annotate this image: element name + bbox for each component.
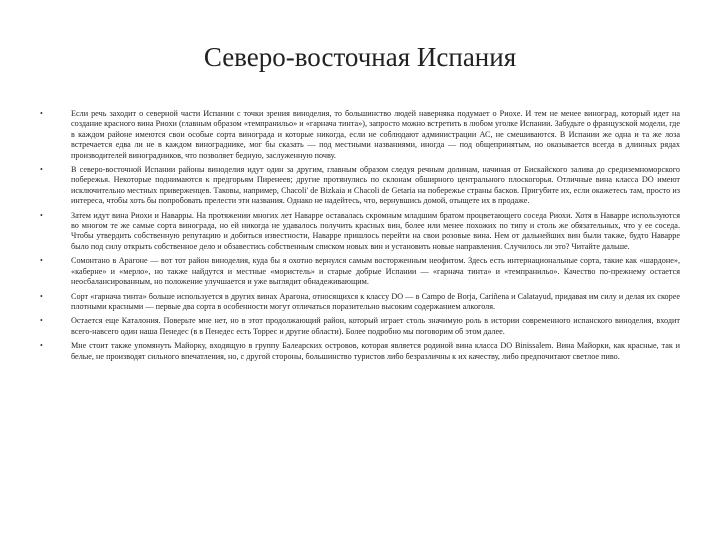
bullet-item (40, 316, 680, 337)
bullet-dot-icon: • (40, 341, 43, 351)
bullet-text: Остается еще Каталония. Поверьте мне нет, но в этот продолжающий район, который играет столь значимую роль в истории современного испанского виноделия, входит всего-навсего один наша Пенедес (в в Пенедес есть Торрес и другие области). Более подробно мы поговорим об этом далее. (71, 316, 680, 336)
bullet-dot-icon: • (40, 165, 43, 175)
bullet-item (40, 256, 680, 287)
bullet-list (40, 109, 680, 366)
bullet-text: Если речь заходит о северной части Испании с точки зрения виноделия, то большинство людей наверняка подумает о Риоxе. И тем не менее виноград, который идет на создание красного вина Риохи (главным образом «темпранильо» и «гарнача тинта»), запросто можно встретить в любом уголке Испании. Забудьте о французской модели, где в каждом районе имеются свои особые сорта винограда и которые никогда, если не соблюдают администрации АС, не смешиваются. В Испании же одна и та же лоза встречается едва ли не в каждом винограднике, мог бы сказать — под местными названиями, иногда — под общепринятым, но оказывается всегда в длинных рядах производителей виноградников, что позволяет бедную, заслуженную почву. (71, 109, 680, 160)
bullet-text: Мне стоит также упомянуть Майорку, входящую в группу Балеарских островов, которая является родиной вина класса DO Binissalem. Вина Майорки, как красные, так и белые, не производят сильного впечатления, но, с другой стороны, большинство туристов либо безразличны к их качеству, либо предпочитают светлое пиво. (71, 341, 680, 361)
bullet-text: В северо-восточной Испании районы виноделия идут один за другим, главным образом следуя речным долинам, начиная от Бискайского залива до средиземноморского побережья. Некоторые поднимаются к предгорьям Пиренеев; другие протянулись по склонам обширного центрального плоскогорья. Отличные вина класса DO имеют исключительно местных приверженцев. Таковы, например, Chacoli' de Bizkaia и Chacoli de Getaria на побережье страны басков. Пригубите их, если окажетесь там, просто из интереса, чтобы хоть бы попробовать прелести эти названия. Однако не надейтесь, что, вернувшись домой, отыщете их в продаже. (71, 165, 680, 206)
bullet-item (40, 109, 680, 161)
bullet-dot-icon: • (40, 109, 43, 118)
bullet-dot-icon: • (40, 291, 43, 301)
bullet-text: Затем идут вина Риохи и Наварры. На протяжении многих лет Наварре оставалась скромным младшим братом процветающего соседа Риохи. Хотя в Наварре используются во многом те же самые сорта винограда, но ей никогда не удавалось получить красных вин, более или менее похожих по типу и столь же обязательных, что у ее соседа. Чтобы утвердить собственную репутацию и добиться известности, Наварре пришлось перейти на свои розовые вина. Нем от дальнейших вин были также, будто Наварре было под силу открыть собственное дело и обзавестись собственным списком новых вин и установить новые направления. Случилось ли это? Читайте дальше. (71, 210, 680, 251)
bullet-item (40, 292, 680, 313)
bullet-dot-icon: • (40, 256, 43, 266)
slide-title: Северо-восточная Испания (203, 42, 517, 72)
bullet-item (40, 341, 680, 362)
bullet-dot-icon: • (40, 316, 43, 326)
bullet-text: Сомонтано в Арагоне — вот тот район виноделия, куда бы я охотно вернулся самым восторженным неофитом. Здесь есть интернациональные сорта, такие как «шардоне», «каберне» и «мерло», но также найдутся и местные «мористель» и старые добрые Испании — «гарнача тинта» и «темпранильо». Качество по-прежнему остается неосбалансированным, но положение улучшается и уже выглядит обнадеживающим. (71, 256, 680, 287)
bullet-item (40, 165, 680, 207)
bullet-text: Сорт «гарнача тинта» больше используется в других винах Арагона, относящихся к классу DO — в Campo de Borja, Cariñena и Calatayud, придавая им силу и делая их скорее плотными красными — первые два сорта в особенности могут отличаться поразительно высоким содержанием алкоголя. (71, 291, 680, 311)
bullet-dot-icon: • (40, 210, 43, 220)
bullet-item (40, 211, 680, 253)
